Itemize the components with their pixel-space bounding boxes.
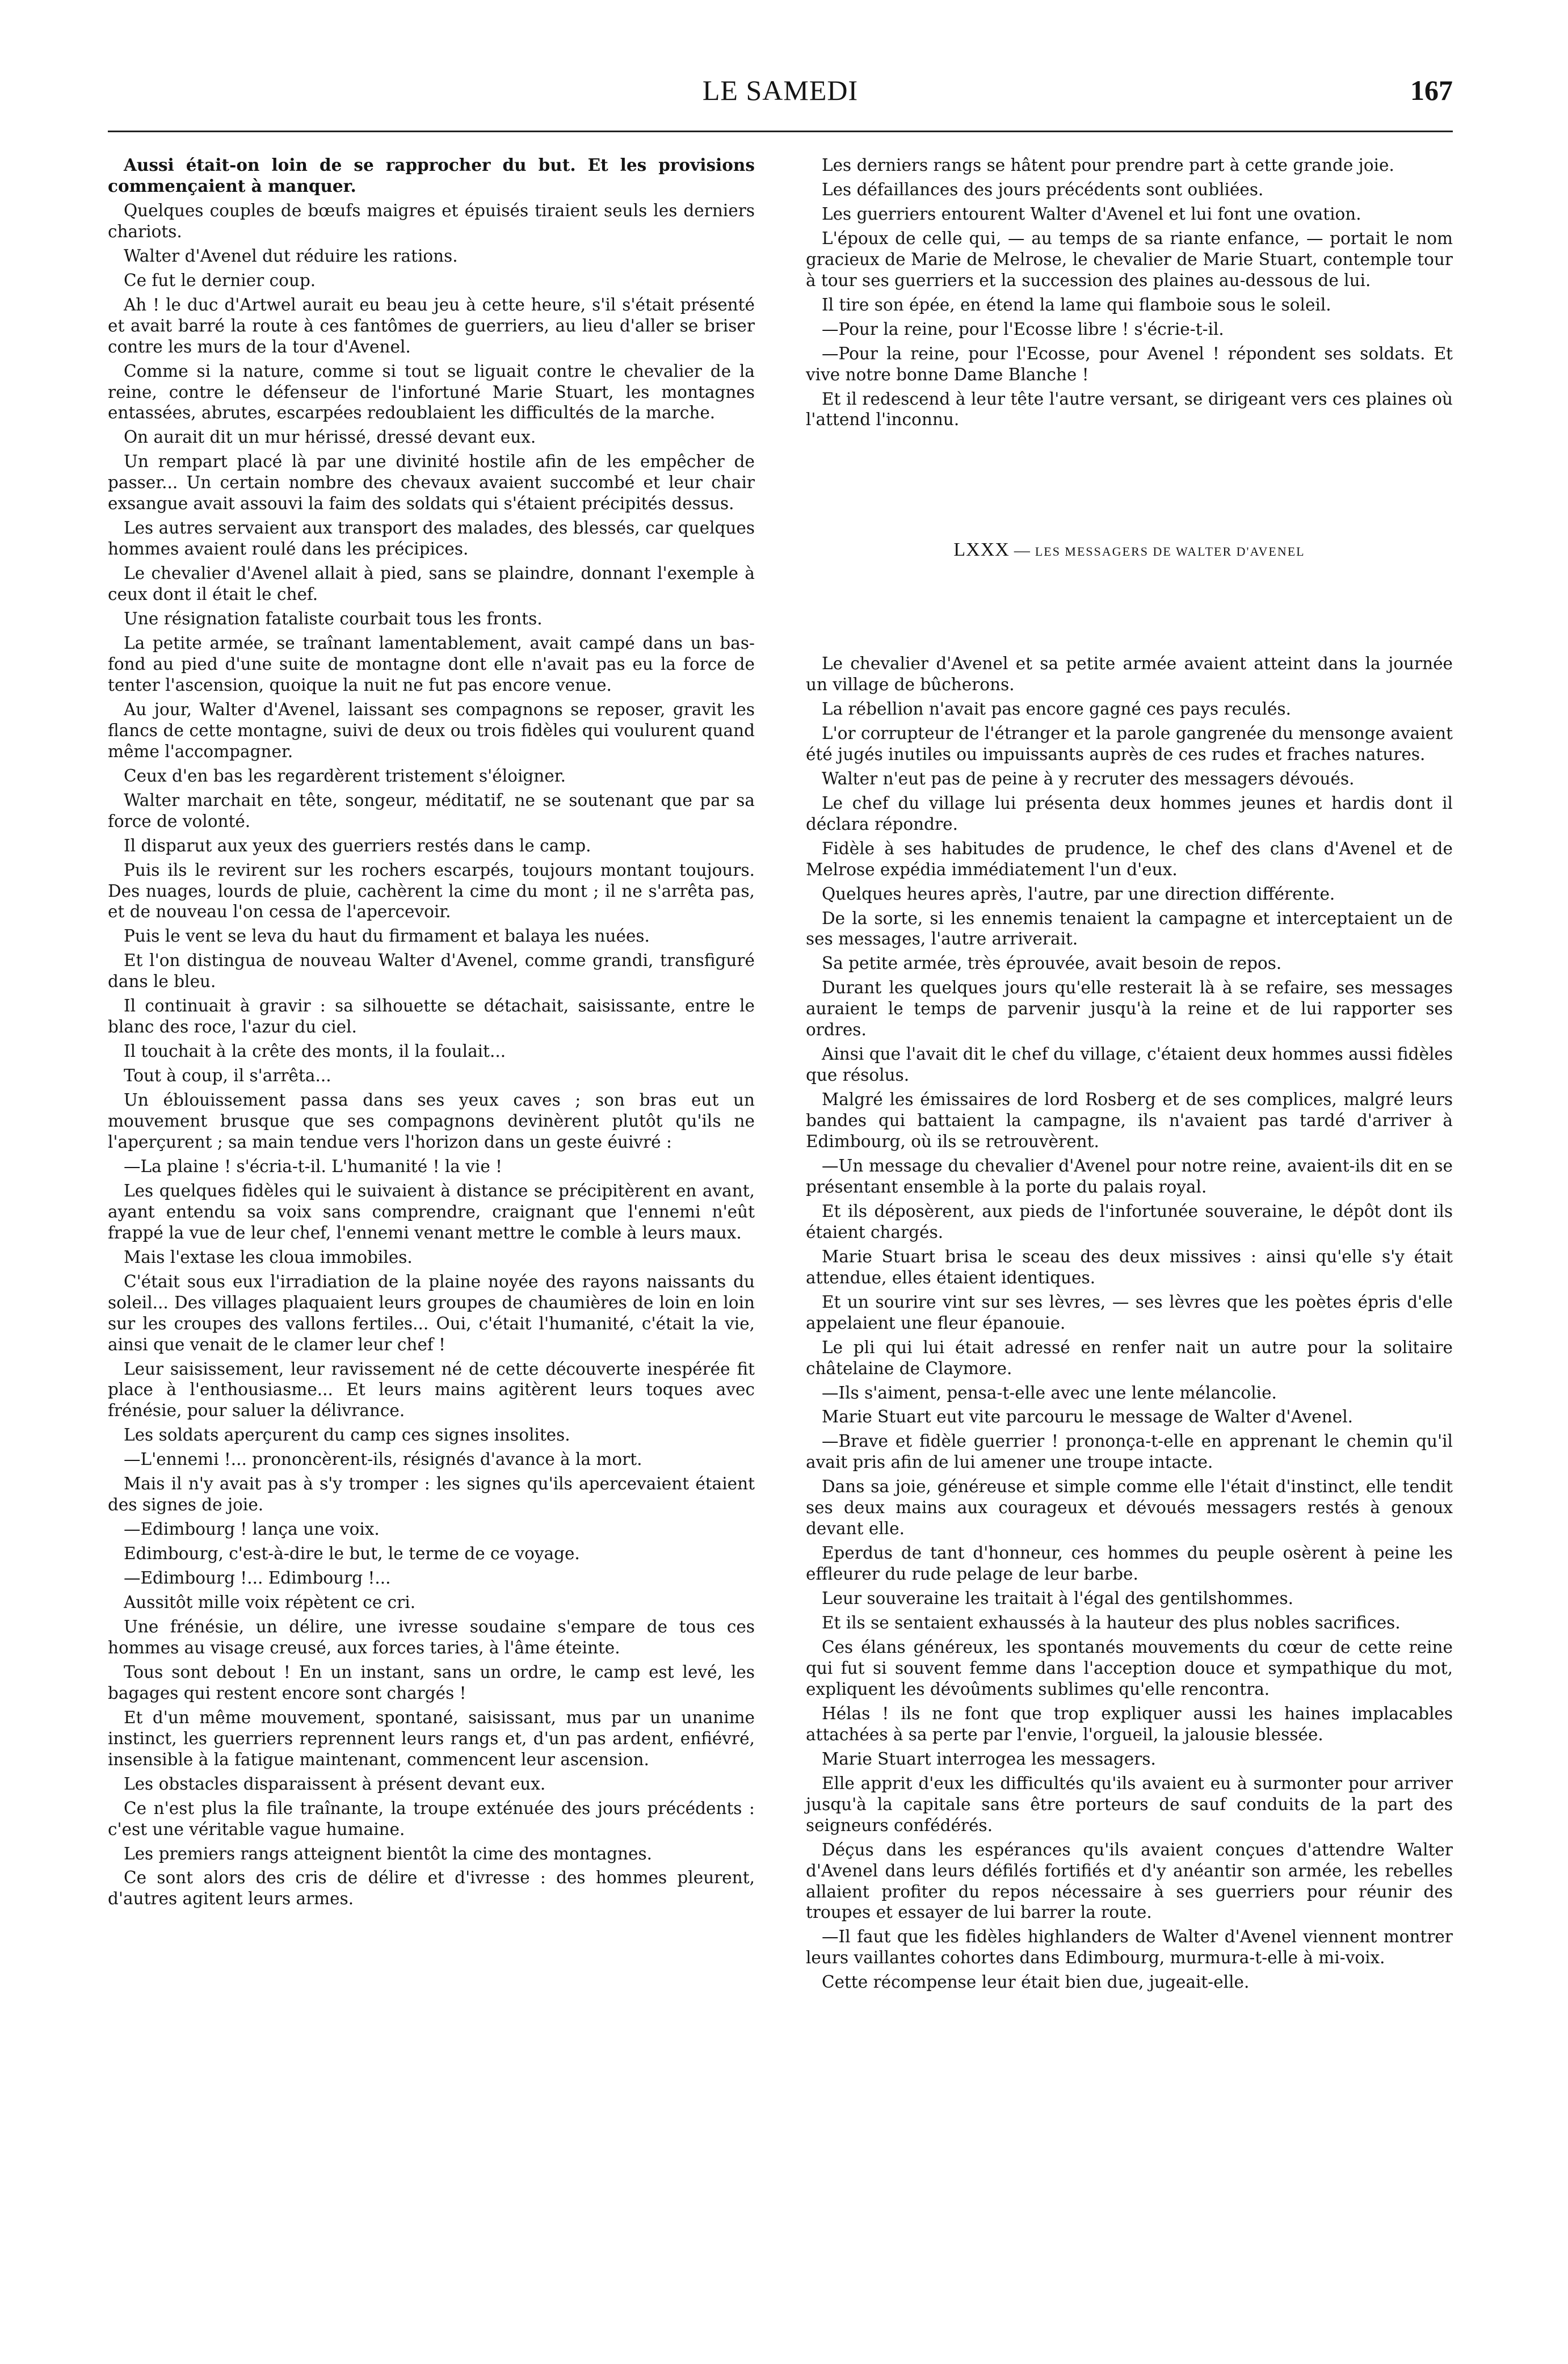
paragraph: Marie Stuart interrogea les messagers.: [822, 1749, 1156, 1769]
paragraph: Une frénésie, un délire, une ivresse soudaine s'empare de tous ces hommes au visage creusé, aux forces taries, à l'âme éteinte.: [108, 1617, 755, 1657]
right-column-bottom: [806, 653, 1453, 1993]
paragraph: Et il redescend à leur tête l'autre versant, se dirigeant vers ces plaines où l'attend l'inconnu.: [806, 389, 1453, 430]
paragraph: Et d'un même mouvement, spontané, saisissant, mus par un unanime instinct, les guerriers reprennent leurs rangs et, d'un pas ardent, enfiévré, insensible à la fatigue maintenant, commencent leur ascension.: [108, 1707, 755, 1769]
paragraph: Il disparut aux yeux des guerriers restés dans le camp.: [124, 835, 591, 855]
paragraph: Mais il n'y avait pas à s'y tromper : les signes qu'ils apercevaient étaient des signes de joie.: [108, 1474, 755, 1515]
paragraph: Puis ils le revirent sur les rochers escarpés, toujours montant toujours. Des nuages, lourds de pluie, cachèrent la cime du mont ; il ne s'arrêta pas, et de nouveau l'on cessa de l'apercevoir.: [108, 860, 755, 922]
paragraph: Ah ! le duc d'Artwel aurait eu beau jeu à cette heure, s'il s'était présenté et avait barré la route à ces fantômes de guerriers, au lieu d'aller se briser contre les murs de la tour d'Avenel.: [108, 295, 755, 356]
paragraph: —Edimbourg !... Edimbourg !...: [124, 1568, 391, 1588]
paragraph: Il continuait à gravir : sa silhouette se détachait, saisissante, entre le blanc des roce, l'azur du ciel.: [108, 996, 755, 1037]
paragraph: Cette récompense leur était bien due, jugeait-elle.: [822, 1972, 1250, 1992]
paragraph: Les quelques fidèles qui le suivaient à distance se précipitèrent en avant, ayant entendu sa voix sans comprendre, craignant que l'ennemi n'eût frappé la vue de leur chef, l'ennemi venant mettre le comble à leurs maux.: [108, 1181, 755, 1242]
paragraph: Puis le vent se leva du haut du firmament et balaya les nuées.: [124, 926, 650, 946]
paragraph: C'était sous eux l'irradiation de la plaine noyée des rayons naissants du soleil... Des villages plaquaient leurs groupes de chaumières de loin en loin sur les croupes des vallons fertiles... Oui, c'était l'humanité, c'était la vie, ainsi que venait de le clamer leur chef !: [108, 1271, 755, 1354]
paragraph: Aussi était-on loin de se rapprocher du but. Et les provisions commençaient à manquer.: [108, 155, 755, 196]
paragraph: Le pli qui lui était adressé en renfer nait un autre pour la solitaire châtelaine de Claymore.: [806, 1337, 1453, 1378]
right-column-top: [806, 155, 1453, 430]
paragraph: Une résignation fataliste courbait tous les fronts.: [124, 609, 543, 629]
paragraph: Il tire son épée, en étend la lame qui flamboie sous le soleil.: [822, 295, 1331, 314]
paragraph: Aussitôt mille voix répètent ce cri.: [124, 1593, 416, 1613]
paragraph: Walter d'Avenel dut réduire les rations.: [124, 246, 458, 266]
paragraph: Fidèle à ses habitudes de prudence, le chef des clans d'Avenel et de Melrose expédia immédiatement l'un d'eux.: [806, 838, 1453, 879]
paragraph: Edimbourg, c'est-à-dire le but, le terme de ce voyage.: [124, 1544, 580, 1564]
paragraph: —L'ennemi !... prononcèrent-ils, résignés d'avance à la mort.: [124, 1450, 642, 1469]
paragraph: Le chef du village lui présenta deux hommes jeunes et hardis dont il déclara répondre.: [806, 793, 1453, 834]
section-title: LES MESSAGERS DE WALTER D'AVENEL: [1035, 544, 1305, 559]
paragraph: —Pour la reine, pour l'Ecosse libre ! s'écrie-t-il.: [822, 319, 1224, 339]
paragraph: L'or corrupteur de l'étranger et la parole gangrenée du mensonge avaient été jugés inutiles ou impuissants auprès de ces rudes et fraches natures.: [806, 723, 1453, 764]
paragraph: Les guerriers entourent Walter d'Avenel et lui font une ovation.: [822, 204, 1361, 224]
paragraph: Les premiers rangs atteignent bientôt la cime des montagnes.: [124, 1844, 653, 1863]
paragraph: Et un sourire vint sur ses lèvres, — ses lèvres que les poètes épris d'elle appelaient une fleur épanouie.: [806, 1292, 1453, 1333]
paragraph: Walter marchait en tête, songeur, méditatif, ne se soutenant que par sa force de volonté.: [108, 790, 755, 831]
paragraph: Tous sont debout ! En un instant, sans un ordre, le camp est levé, les bagages qui restent encore sont chargés !: [108, 1662, 755, 1703]
section-number: LXXX: [953, 539, 1010, 561]
section-heading: [806, 538, 1453, 562]
paragraph: Mais l'extase les cloua immobiles.: [124, 1247, 413, 1267]
paragraph: Et l'on distingua de nouveau Walter d'Avenel, comme grandi, transfiguré dans le bleu.: [108, 951, 755, 992]
paragraph: Et ils se sentaient exhaussés à la hauteur des plus nobles sacrifices.: [822, 1613, 1401, 1633]
paragraph: —Pour la reine, pour l'Ecosse, pour Avenel ! répondent ses soldats. Et vive notre bonne Dame Blanche !: [806, 343, 1453, 384]
paragraph: Walter n'eut pas de peine à y recruter des messagers dévoués.: [822, 769, 1355, 788]
paragraph: —La plaine ! s'écria-t-il. L'humanité ! la vie !: [124, 1156, 503, 1176]
paragraph: Leur saisissement, leur ravissement né de cette découverte inespérée fit place à l'enthousiasme... Et leurs mains agitèrent leurs toques avec frénésie, pour saluer la délivrance.: [108, 1359, 755, 1421]
paragraph: Ce fut le dernier coup.: [124, 270, 316, 290]
running-head: LE SAMEDI: [702, 74, 859, 106]
paragraph: Marie Stuart eut vite parcouru le message de Walter d'Avenel.: [822, 1407, 1353, 1427]
paragraph: Ces élans généreux, les spontanés mouvements du cœur de cette reine qui fut si souvent femme dans l'acception douce et sympathique du mot, expliquent les dévoûments sublimes qu'elle rencontra.: [806, 1637, 1453, 1699]
right-column: [806, 155, 1453, 1996]
paragraph: La rébellion n'avait pas encore gagné ces pays reculés.: [822, 699, 1292, 719]
paragraph: Ainsi que l'avait dit le chef du village, c'étaient deux hommes aussi fidèles que résolus.: [806, 1044, 1453, 1085]
text-columns: [108, 155, 1453, 1996]
paragraph: Le chevalier d'Avenel allait à pied, sans se plaindre, donnant l'exemple à ceux dont il était le chef.: [108, 564, 755, 604]
paragraph: Les soldats aperçurent du camp ces signes insolites.: [124, 1425, 570, 1445]
paragraph: Dans sa joie, généreuse et simple comme elle l'était d'instinct, elle tendit ses deux mains aux courageux et dévoués messagers restés à genoux devant elle.: [806, 1477, 1453, 1539]
paragraph: —Edimbourg ! lança une voix.: [124, 1519, 380, 1539]
paragraph: Au jour, Walter d'Avenel, laissant ses compagnons se reposer, gravit les flancs de cette montagne, suivi de deux ou trois fidèles qui voulurent quand même l'accompagner.: [108, 699, 755, 761]
paragraph: —Il faut que les fidèles highlanders de Walter d'Avenel viennent montrer leurs vaillantes cohortes dans Edimbourg, murmura-t-elle à mi-voix.: [806, 1927, 1453, 1968]
paragraph: Un rempart placé là par une divinité hostile afin de les empêcher de passer... Un certain nombre des chevaux avaient succombé et leur chair exsangue avait assouvi la faim des soldats qui s'étaient précipités dessus.: [108, 452, 755, 514]
paragraph: Ce n'est plus la file traînante, la troupe exténuée des jours précédents : c'est une véritable vague humaine.: [108, 1798, 755, 1839]
section-separator: —: [1014, 542, 1031, 560]
paragraph: Les derniers rangs se hâtent pour prendre part à cette grande joie.: [822, 156, 1394, 175]
paragraph: —Un message du chevalier d'Avenel pour notre reine, avaient-ils dit en se présentant ensemble à la porte du palais royal.: [806, 1156, 1453, 1196]
paragraph: Un éblouissement passa dans ses yeux caves ; son bras eut un mouvement brusque que ses compagnons devinèrent plutôt qu'ils ne l'aperçurent ; sa main tendue vers l'horizon dans un geste éuivré :: [108, 1090, 755, 1152]
page-header: [108, 68, 1453, 132]
paragraph: Il touchait à la crête des monts, il la foulait...: [124, 1042, 506, 1061]
paragraph: Quelques couples de bœufs maigres et épuisés tiraient seuls les derniers chariots.: [108, 200, 755, 241]
paragraph: Le chevalier d'Avenel et sa petite armée avaient atteint dans la journée un village de bûcherons.: [806, 654, 1453, 694]
newspaper-page: [108, 68, 1453, 2293]
paragraph: Déçus dans les espérances qu'ils avaient conçues d'attendre Walter d'Avenel dans leurs défilés fortifiés et d'y anéantir son armée, les rebelles allaient profiter du repos nécessaire à ses guerriers pour réunir des troupes et essayer de lui barrer la route.: [806, 1840, 1453, 1922]
paragraph: Les défaillances des jours précédents sont oubliées.: [822, 179, 1264, 199]
paragraph: Leur souveraine les traitait à l'égal des gentilshommes.: [822, 1589, 1293, 1609]
paragraph: Et ils déposèrent, aux pieds de l'infortunée souveraine, le dépôt dont ils étaient chargés.: [806, 1201, 1453, 1242]
paragraph: Les autres servaient aux transport des malades, des blessés, car quelques hommes avaient roulé dans les précipices.: [108, 518, 755, 559]
paragraph: Malgré les émissaires de lord Rosberg et de ses complices, malgré leurs bandes qui battaient la campagne, ils n'avaient pas tardé d'arriver à Edimbourg, où ils se retrouvèrent.: [806, 1090, 1453, 1152]
page-number: 167: [1410, 74, 1453, 106]
paragraph: Quelques heures après, l'autre, par une direction différente.: [822, 884, 1335, 904]
paragraph: Eperdus de tant d'honneur, ces hommes du peuple osèrent à peine les effleurer du rude pelage de leur barbe.: [806, 1543, 1453, 1584]
paragraph: Marie Stuart brisa le sceau des deux missives : ainsi qu'elle s'y était attendue, elles étaient identiques.: [806, 1246, 1453, 1287]
paragraph: Hélas ! ils ne font que trop expliquer aussi les haines implacables attachées à sa perte par l'envie, l'orgueil, la jalousie blessée.: [806, 1703, 1453, 1744]
paragraph: Sa petite armée, très éprouvée, avait besoin de repos.: [822, 954, 1282, 973]
paragraph: On aurait dit un mur hérissé, dressé devant eux.: [124, 427, 536, 447]
paragraph: Les obstacles disparaissent à présent devant eux.: [124, 1774, 546, 1794]
paragraph: La petite armée, se traînant lamentablement, avait campé dans un bas-fond au pied d'une suite de montagne dont elle n'avait pas eu la force de tenter l'ascension, quoique la nuit ne fut pas encore venue.: [108, 633, 755, 695]
paragraph: —Ils s'aiment, pensa-t-elle avec une lente mélancolie.: [822, 1383, 1277, 1403]
paragraph: L'époux de celle qui, — au temps de sa riante enfance, — portait le nom gracieux de Marie de Melrose, le chevalier de Marie Stuart, contemple tour à tour ses guerriers et la succession des plaines au-dessous de lui.: [806, 228, 1453, 290]
paragraph: Durant les quelques jours qu'elle resterait là à se refaire, ses messages auraient le temps de parvenir jusqu'à la reine et de lui rapporter ses ordres.: [806, 978, 1453, 1040]
paragraph: Ceux d'en bas les regardèrent tristement s'éloigner.: [124, 766, 566, 786]
paragraph: Comme si la nature, comme si tout se liguait contre le chevalier de la reine, contre le défenseur de l'infortuné Marie Stuart, les montagnes entassées, abrutes, escarpées redoublaient les difficultés de la marche.: [108, 361, 755, 423]
paragraph: Tout à coup, il s'arrêta...: [124, 1066, 331, 1086]
paragraph: —Brave et fidèle guerrier ! prononça-t-elle en apprenant le chemin qu'il avait pris afin de lui amener une troupe intacte.: [806, 1431, 1453, 1472]
paragraph: De la sorte, si les ennemis tenaient la campagne et interceptaient un de ses messages, l'autre arriverait.: [806, 908, 1453, 949]
paragraph: Ce sont alors des cris de délire et d'ivresse : des hommes pleurent, d'autres agitent leurs armes.: [108, 1868, 755, 1909]
left-column: [108, 155, 755, 1996]
paragraph: Elle apprit d'eux les difficultés qu'ils avaient eu à surmonter pour arriver jusqu'à la capitale sans être porteurs de sauf conduits de la part des seigneurs confédérés.: [806, 1773, 1453, 1835]
